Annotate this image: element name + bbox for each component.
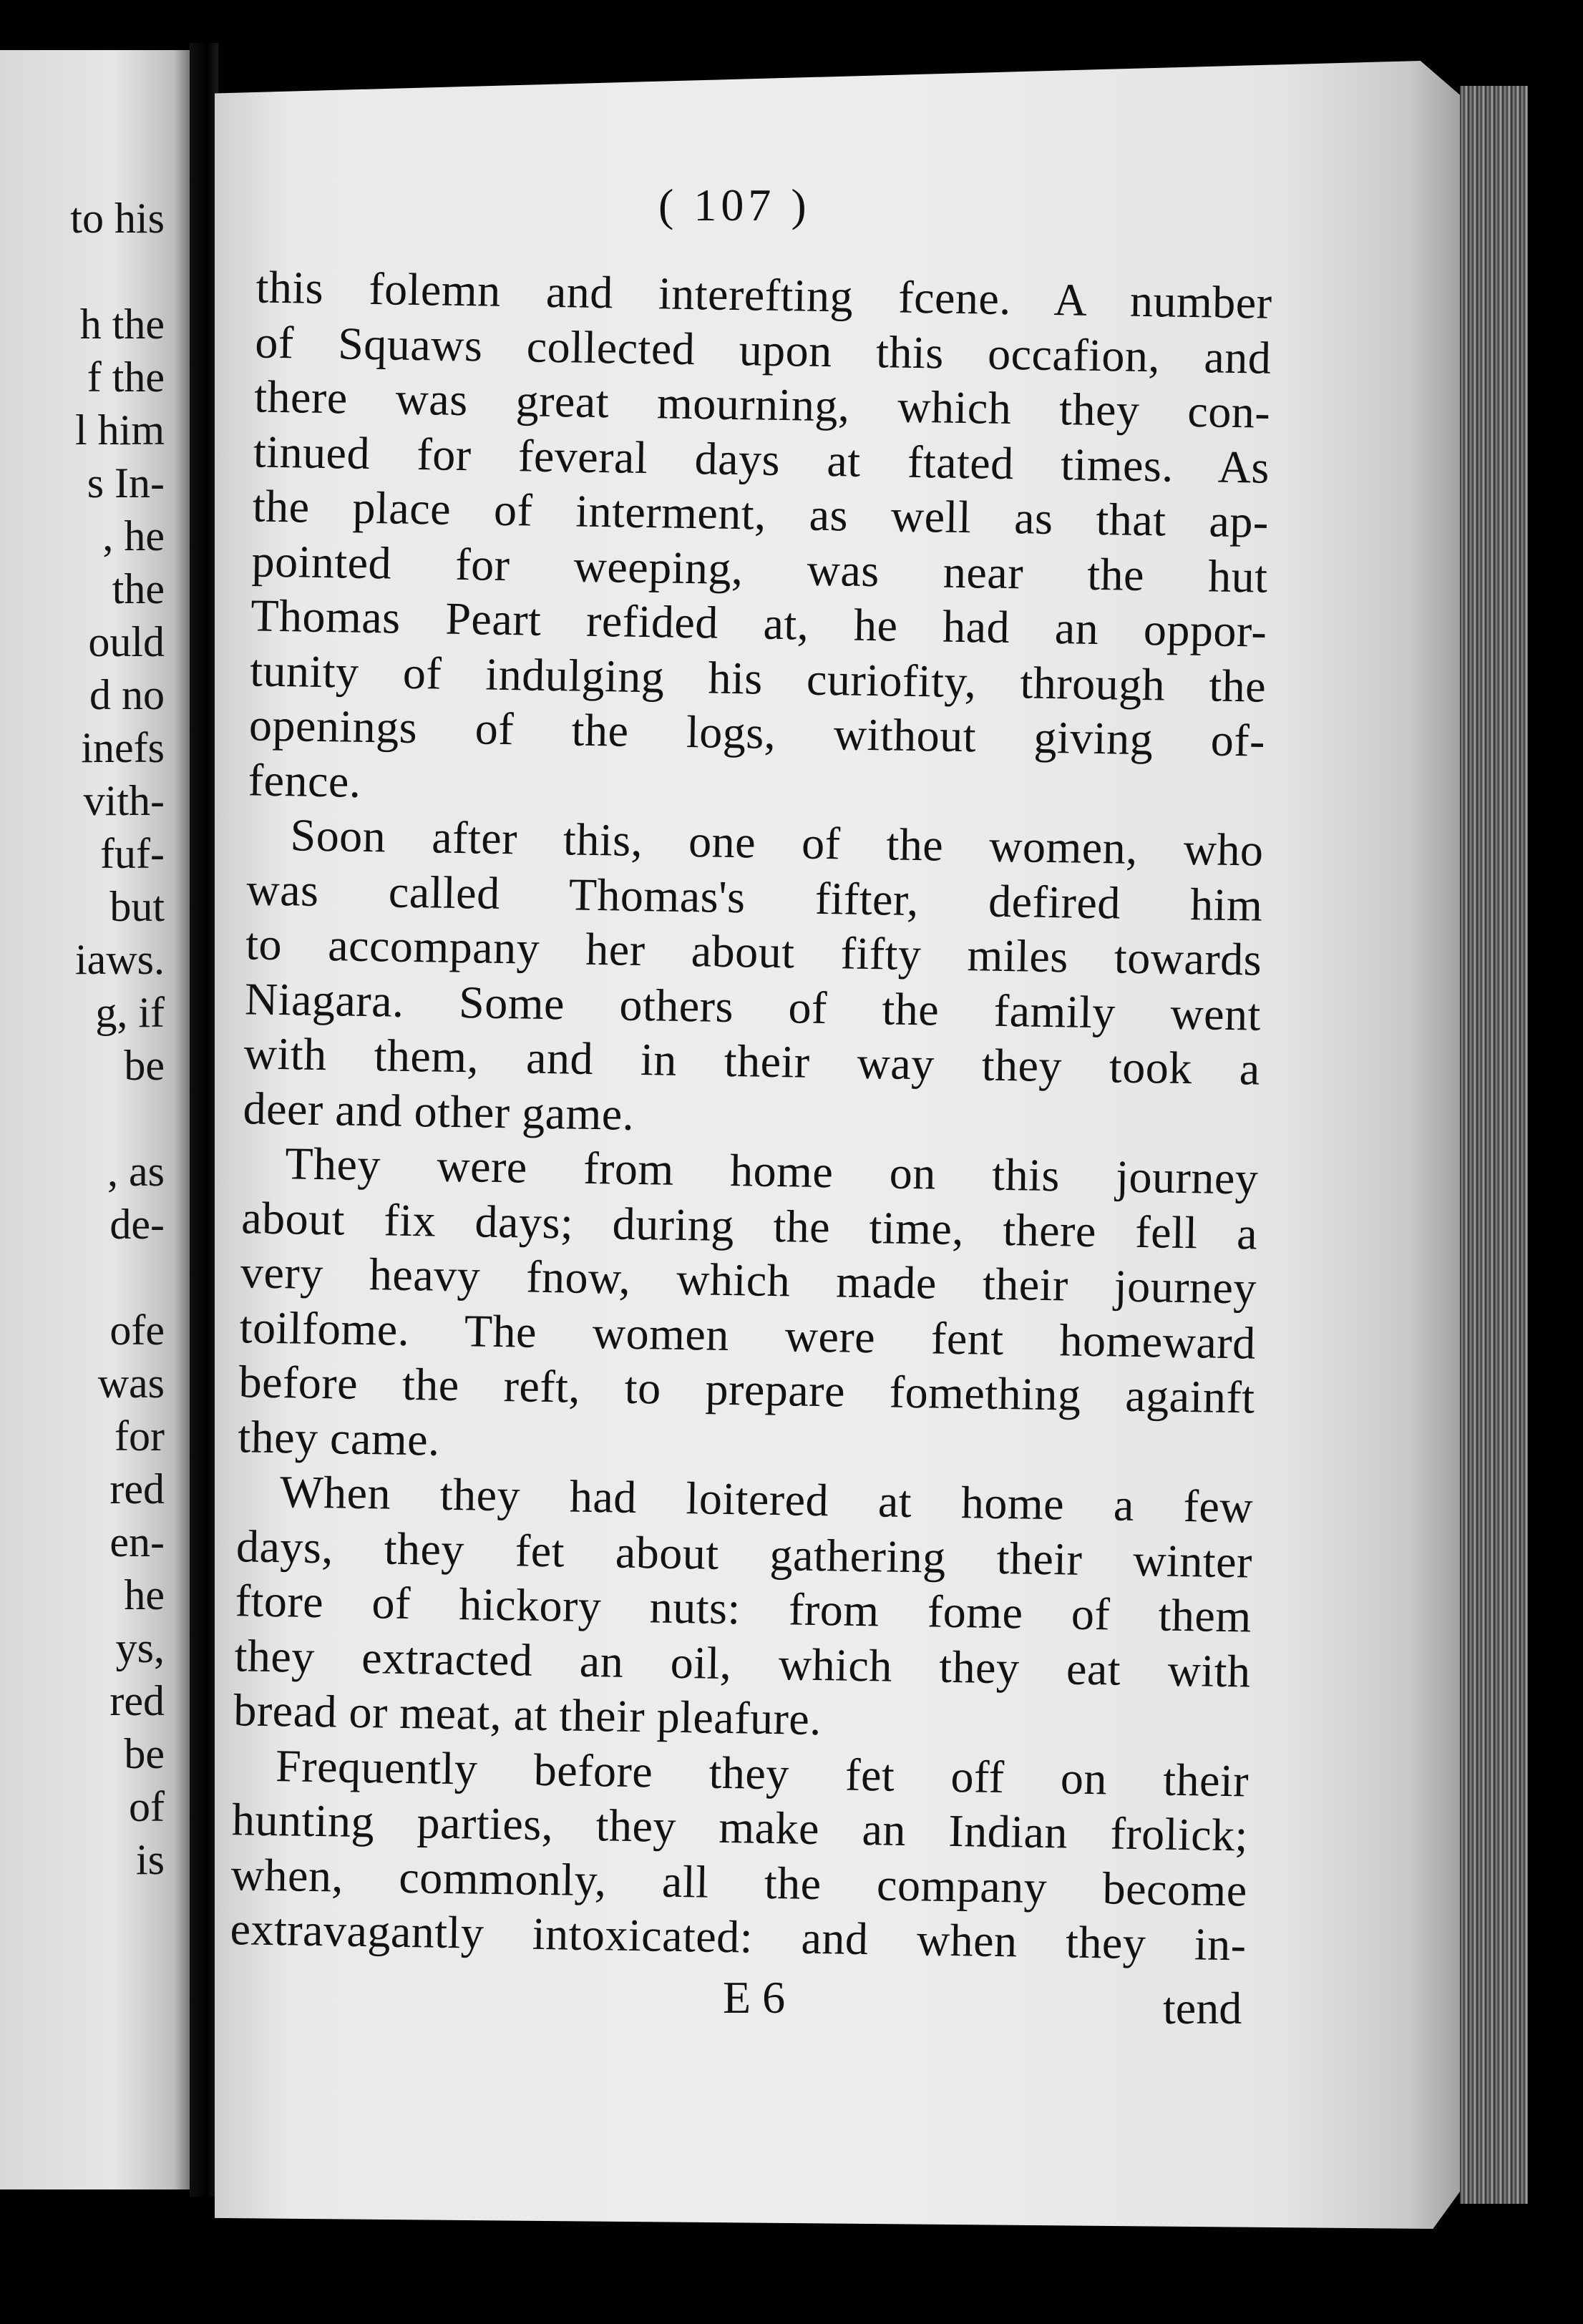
- text-line: fence.: [248, 753, 361, 807]
- left-page-fragment: the: [112, 565, 165, 612]
- left-page-fragment: to his: [70, 195, 165, 242]
- left-page-fragment: ofe: [109, 1307, 165, 1354]
- text-line: the place of interment, as well as that ap-: [252, 480, 1270, 547]
- text-line: was called Thomas's fifter, defired him: [245, 863, 1263, 931]
- page-number-header: ( 107 ): [658, 180, 811, 230]
- left-page-fragment: en-: [109, 1518, 165, 1566]
- catchword: tend: [1163, 1983, 1242, 2034]
- text-line: deer and other game.: [243, 1082, 635, 1140]
- left-page-fragment: ys,: [115, 1624, 165, 1671]
- text-line: tinued for feveral days at ftated times. As: [253, 425, 1270, 493]
- left-page-fragment: red: [109, 1465, 165, 1513]
- text-line: When they had loitered at home a few: [279, 1466, 1254, 1533]
- left-page-fragment: h the: [79, 301, 165, 348]
- left-page-fragment: ould: [88, 618, 165, 665]
- text-line: they extracted an oil, which they eat with: [234, 1629, 1252, 1697]
- left-page-fragment: inefs: [81, 724, 165, 771]
- text-line: Frequently before they fet off on their: [275, 1739, 1250, 1806]
- left-page-fragment: be: [124, 1042, 165, 1089]
- left-page-fragment: red: [109, 1677, 165, 1724]
- left-page-fragment: s In-: [87, 459, 165, 507]
- text-line: very heavy fnow, which made their journey: [240, 1246, 1257, 1314]
- left-page-fragment: fuf-: [100, 830, 165, 877]
- text-line: to accompany her about fifty miles towards: [245, 918, 1262, 985]
- text-line: about fix days; during the time, there fell a: [240, 1191, 1258, 1259]
- left-page-fragment: was: [97, 1359, 165, 1407]
- left-page-fragment: of: [129, 1783, 165, 1830]
- text-line: when, commonly, all the company become: [230, 1848, 1248, 1915]
- left-page-fragment: iaws.: [75, 936, 165, 983]
- text-line: Thomas Peart refided at, he had an oppor-: [250, 590, 1267, 657]
- left-page-fragment: d no: [89, 671, 165, 718]
- book-gutter: [190, 43, 218, 2197]
- text-line: They were from home on this journey: [284, 1138, 1259, 1204]
- left-page-fragment: , as: [107, 1148, 165, 1195]
- text-line: there was great mourning, which they con-: [253, 371, 1271, 438]
- signature-mark: E 6: [723, 1972, 786, 2023]
- text-line: toilfome. The women were fent homeward: [239, 1301, 1257, 1369]
- left-facing-page: [0, 50, 190, 2189]
- text-line: pointed for weeping, was near the hut: [251, 534, 1269, 602]
- text-line: openings of the logs, without giving of-: [248, 699, 1266, 766]
- text-line: before the reft, to prepare fomething againft: [238, 1356, 1256, 1423]
- text-line: this folemn and interefting fcene. A number: [255, 261, 1273, 328]
- left-page-fragment: he: [124, 1571, 165, 1618]
- left-page-fragment: but: [109, 883, 165, 930]
- text-line: Niagara. Some others of the family went: [244, 972, 1262, 1040]
- text-line: tunity of indulging his curiofity, through the: [249, 644, 1267, 712]
- left-page-fragment: f the: [87, 353, 165, 401]
- text-line: days, they fet about gathering their winter: [235, 1520, 1253, 1588]
- left-page-fragment: de-: [109, 1201, 165, 1248]
- left-page-fragment: , he: [102, 512, 165, 560]
- text-line: of Squaws collected upon this occafion, and: [254, 316, 1272, 384]
- left-page-fragment: for: [115, 1412, 165, 1460]
- page-edges: [1460, 86, 1528, 2204]
- text-line: Soon after this, one of the women, who: [290, 809, 1265, 876]
- text-line: with them, and in their way they took a: [243, 1027, 1261, 1095]
- text-line: ftore of hickory nuts: from fome of them: [235, 1575, 1252, 1642]
- left-page-fragment: be: [124, 1730, 165, 1777]
- left-page-fragment: g, if: [95, 989, 165, 1036]
- text-line: extravagantly intoxicated: and when they in-: [230, 1903, 1247, 1971]
- text-line: bread or meat, at their pleafure.: [233, 1684, 822, 1745]
- text-line: hunting parties, they make an Indian frolick;: [231, 1794, 1249, 1861]
- left-page-fragment: is: [135, 1836, 165, 1883]
- text-line: they came.: [237, 1410, 441, 1465]
- left-page-fragment: vith-: [83, 777, 165, 824]
- left-page-fragment: l him: [74, 406, 165, 454]
